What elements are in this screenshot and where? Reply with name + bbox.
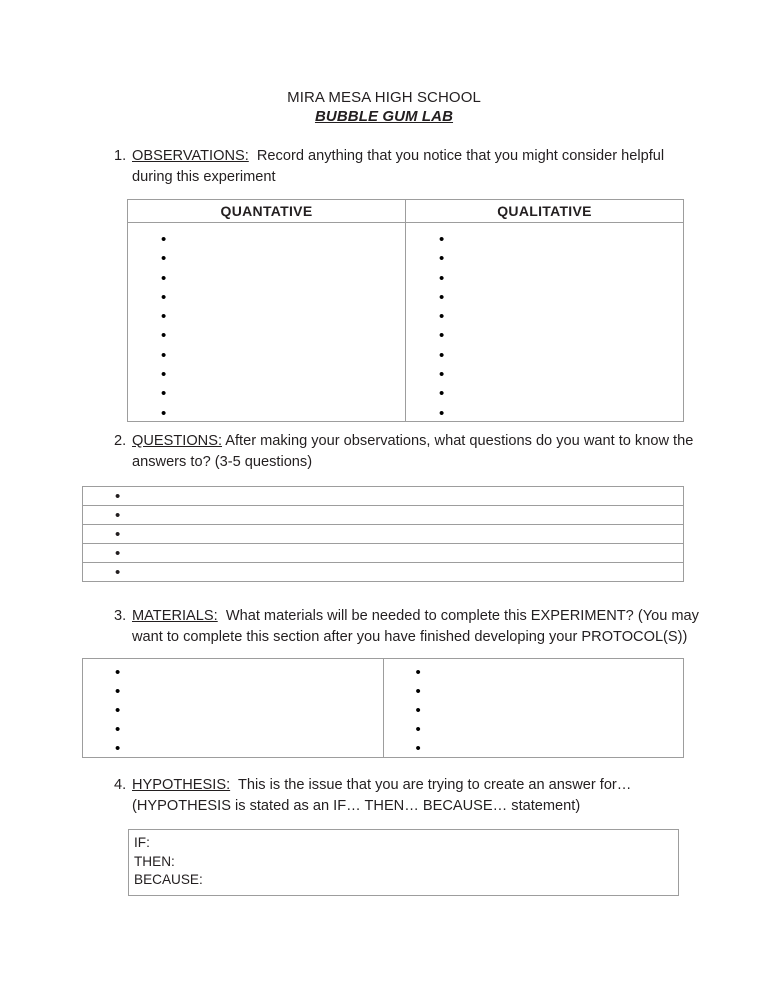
questions-table-body [83,487,684,582]
material-left-item[interactable] [83,700,383,719]
materials-right-cell[interactable] [383,659,684,758]
section-body-3 [132,606,704,648]
questions-table-row [83,525,684,544]
section-hypothesis [104,775,704,817]
section-number-1: 1. [114,148,127,164]
observations-table [127,199,684,422]
hypothesis-lines [134,834,678,890]
section-body-1 [132,146,704,188]
questions-table [82,486,684,582]
document-header [0,88,768,126]
section-body-4 [132,775,704,817]
observation-quantative-item[interactable] [128,247,405,266]
school-name: MIRA MESA HIGH SCHOOL [287,89,481,106]
hypothesis-table [128,829,679,896]
observation-quantative-item[interactable] [128,344,405,363]
table-body-row [83,659,684,758]
observation-quantative-item[interactable] [128,286,405,305]
observations-qualitative-cell[interactable] [406,223,684,422]
material-left-item[interactable] [83,662,383,681]
question-entry-cell[interactable] [83,525,684,544]
observation-quantative-item[interactable] [128,324,405,343]
column-header-quantative: QUANTATIVE [128,200,406,223]
section-number-3: 3. [114,608,127,624]
observation-qualitative-item[interactable] [406,305,683,324]
material-right-item[interactable] [384,681,684,700]
table-body-row [129,830,679,896]
material-left-item[interactable] [83,738,383,757]
material-left-item[interactable] [83,719,383,738]
section-label-observations: OBSERVATIONS: [132,148,249,164]
section-number-4: 4. [114,777,127,793]
section-label-hypothesis: HYPOTHESIS: [132,777,231,793]
observation-qualitative-item[interactable] [406,344,683,363]
question-entry-cell[interactable] [83,544,684,563]
section-text-materials: What materials will be needed to complete this EXPERIMENT? (You may want to complete this section after you have finished developing your PROTOCOL(S)) [132,608,699,645]
bullet-list-quantative [128,223,405,421]
observation-quantative-item[interactable] [128,228,405,247]
column-header-qualitative: QUALITATIVE [406,200,684,223]
questions-table-row [83,544,684,563]
observations-quantative-cell[interactable] [128,223,406,422]
observation-quantative-item[interactable] [128,363,405,382]
section-materials [104,606,704,648]
section-text-questions: After making your observations, what questions do you want to know the answers to? (3-5 questions) [132,433,694,470]
hypothesis-line[interactable]: BECAUSE: [134,872,203,887]
materials-left-cell[interactable] [83,659,384,758]
section-questions [104,431,704,473]
observation-qualitative-item[interactable] [406,286,683,305]
hypothesis-line[interactable]: THEN: [134,853,175,869]
section-number-2: 2. [114,433,127,449]
material-left-item[interactable] [83,681,383,700]
section-text-hypothesis: This is the issue that you are trying to create an answer for… (HYPOTHESIS is stated as an IF… THEN… BECAUSE… statement) [132,777,632,814]
observation-qualitative-item[interactable] [406,324,683,343]
bullet-list-materials-right [384,659,684,757]
material-right-item[interactable] [384,662,684,681]
section-body-2 [132,431,704,473]
observation-qualitative-item[interactable] [406,247,683,266]
observation-quantative-item[interactable] [128,402,405,421]
section-label-materials: MATERIALS: [132,608,218,624]
hypothesis-cell[interactable] [129,830,679,896]
bullet-list-qualitative [406,223,683,421]
section-label-questions: QUESTIONS: [132,433,223,449]
questions-table-row [83,506,684,525]
observation-qualitative-item[interactable] [406,228,683,247]
material-right-item[interactable] [384,738,684,757]
question-entry-cell[interactable] [83,487,684,506]
questions-table-row [83,487,684,506]
questions-table-row [83,563,684,582]
hypothesis-line[interactable]: IF: [134,835,150,850]
materials-table [82,658,684,758]
question-entry-cell[interactable] [83,506,684,525]
observation-qualitative-item[interactable] [406,363,683,382]
observation-quantative-item[interactable] [128,305,405,324]
bullet-list-materials-left [83,659,383,757]
section-observations [104,146,704,188]
observation-qualitative-item[interactable] [406,267,683,286]
observation-quantative-item[interactable] [128,382,405,401]
table-header-row [128,200,684,223]
section-text-observations: Record anything that you notice that you might consider helpful during this experiment [132,148,665,185]
question-entry-cell[interactable] [83,563,684,582]
material-right-item[interactable] [384,700,684,719]
table-body-row [128,223,684,422]
observation-qualitative-item[interactable] [406,402,683,421]
observation-qualitative-item[interactable] [406,382,683,401]
material-right-item[interactable] [384,719,684,738]
lab-title: BUBBLE GUM LAB [314,108,454,125]
observation-quantative-item[interactable] [128,267,405,286]
